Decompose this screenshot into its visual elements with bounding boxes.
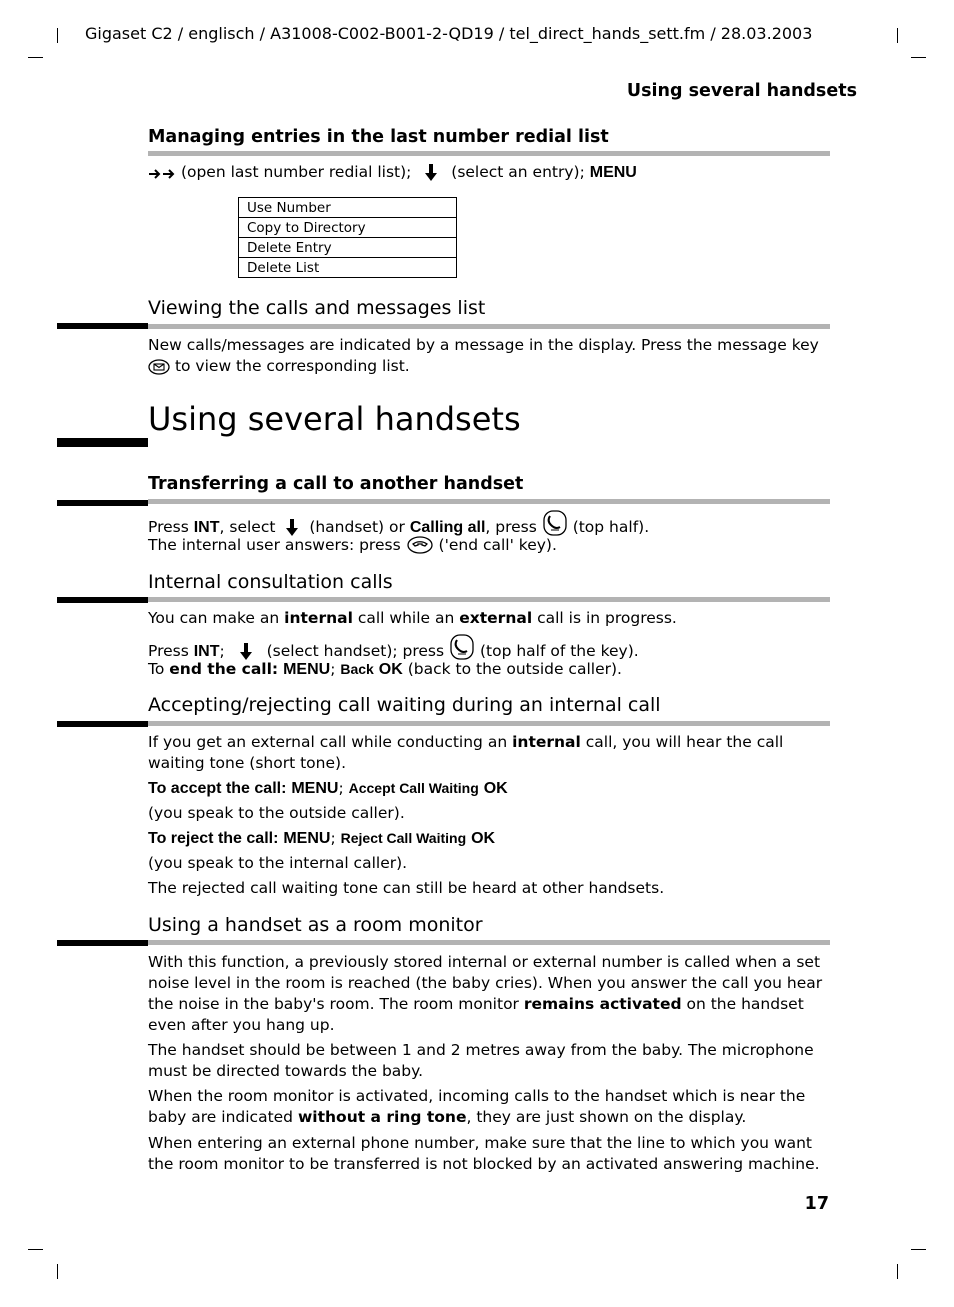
section-bar <box>57 500 148 506</box>
back-option: Back <box>340 661 374 677</box>
section-title: Using a handset as a room monitor <box>148 914 483 936</box>
paragraph: You can make an internal call while an external call is in progress. <box>148 609 677 627</box>
paragraph: The rejected call waiting tone can still be heard at other handsets. <box>148 879 665 897</box>
menu-key: MENU <box>283 830 331 847</box>
ok-key: OK <box>471 830 496 847</box>
section-bar <box>57 940 148 946</box>
accept-note: (you speak to the outside caller). <box>148 804 405 822</box>
section-title: Internal consultation calls <box>148 571 393 593</box>
accept-step: To accept the call: MENU; Accept Call Waiting OK <box>148 779 508 797</box>
envelope-key-icon <box>148 359 170 381</box>
int-key: INT <box>193 643 220 660</box>
crop-mark <box>57 28 58 43</box>
reject-step: To reject the call: MENU; Reject Call Waiting OK <box>148 829 496 847</box>
down-arrow-icon <box>424 164 438 187</box>
crop-mark <box>28 57 43 58</box>
menu-item[interactable]: Use Number <box>239 198 457 218</box>
crop-mark <box>897 1264 898 1279</box>
page-title: Using several handsets <box>148 400 521 438</box>
section-rule <box>148 151 830 156</box>
consultation-step: Press INT; (select handset); press (top half of the key). <box>148 634 830 666</box>
paragraph: When the room monitor is activated, incoming calls to the handset which is near the baby are indicated without a ring tone, they are just shown on the display. <box>148 1087 806 1126</box>
ok-key: OK <box>483 780 508 797</box>
paragraph: If you get an external call while conducting an internal call, you will hear the call waiting tone (short tone). <box>148 733 784 772</box>
section-rule <box>148 324 830 329</box>
menu-key: MENU <box>291 780 339 797</box>
section-title: Accepting/rejecting call waiting during an internal call <box>148 694 661 716</box>
ok-key: OK <box>378 661 403 678</box>
paragraph: The handset should be between 1 and 2 metres away from the baby. The microphone must be directed towards the baby. <box>148 1041 814 1080</box>
paragraph: When entering an external phone number, make sure that the line to which you want the room monitor to be transferred is not blocked by an activated answering machine. <box>148 1134 820 1173</box>
crop-mark <box>911 1249 926 1250</box>
paragraph: New calls/messages are indicated by a message in the display. Press the message key to view the corresponding list. <box>148 335 830 381</box>
int-key: INT <box>193 519 220 536</box>
page-number: 17 <box>804 1194 829 1214</box>
section-title: Transferring a call to another handset <box>148 474 524 494</box>
section-rule <box>148 597 830 602</box>
section-rule <box>148 940 830 945</box>
menu-item[interactable]: Delete Entry <box>239 238 457 258</box>
menu-item[interactable]: Delete List <box>239 258 457 278</box>
transfer-answer: The internal user answers: press ('end call' key). <box>148 535 830 560</box>
paragraph: With this function, a previously stored internal or external number is called when a set noise level in the room is reached (the baby cries). When you answer the call you hear the noise in the baby's room. The room monitor remains activated on the handset even after you hang up. <box>148 953 823 1034</box>
menu-item[interactable]: Copy to Directory <box>239 218 457 238</box>
file-info: Gigaset C2 / englisch / A31008-C002-B001-2-QD19 / tel_direct_hands_sett.fm / 28.03.2003 <box>85 24 813 43</box>
transfer-step: Press INT, select (handset) or Calling all, press (top half). <box>148 510 830 542</box>
crop-mark <box>897 28 898 43</box>
redial-instruction: (open last number redial list); (select an entry); MENU <box>148 162 830 187</box>
crop-mark <box>28 1249 43 1250</box>
section-bar <box>57 721 148 727</box>
reject-call-waiting-option: Reject Call Waiting <box>340 830 467 846</box>
double-arrow-icon <box>148 166 176 187</box>
menu-key: MENU <box>283 661 331 678</box>
section-rule <box>148 499 830 504</box>
redial-menu <box>238 197 457 278</box>
running-title: Using several handsets <box>626 81 857 101</box>
title-bar <box>57 438 148 447</box>
menu-key: MENU <box>589 164 637 181</box>
end-call-step: To end the call: MENU; Back OK (back to the outside caller). <box>148 660 622 678</box>
section-bar <box>57 597 148 603</box>
end-call-key-icon <box>406 536 434 560</box>
calling-all-option: Calling all <box>409 519 486 536</box>
reject-note: (you speak to the internal caller). <box>148 854 408 872</box>
accept-call-waiting-option: Accept Call Waiting <box>348 780 479 796</box>
crop-mark <box>57 1264 58 1279</box>
section-title: Managing entries in the last number redial list <box>148 127 609 147</box>
section-bar <box>57 323 148 329</box>
section-rule <box>148 721 830 726</box>
section-title: Viewing the calls and messages list <box>148 297 486 319</box>
crop-mark <box>911 57 926 58</box>
